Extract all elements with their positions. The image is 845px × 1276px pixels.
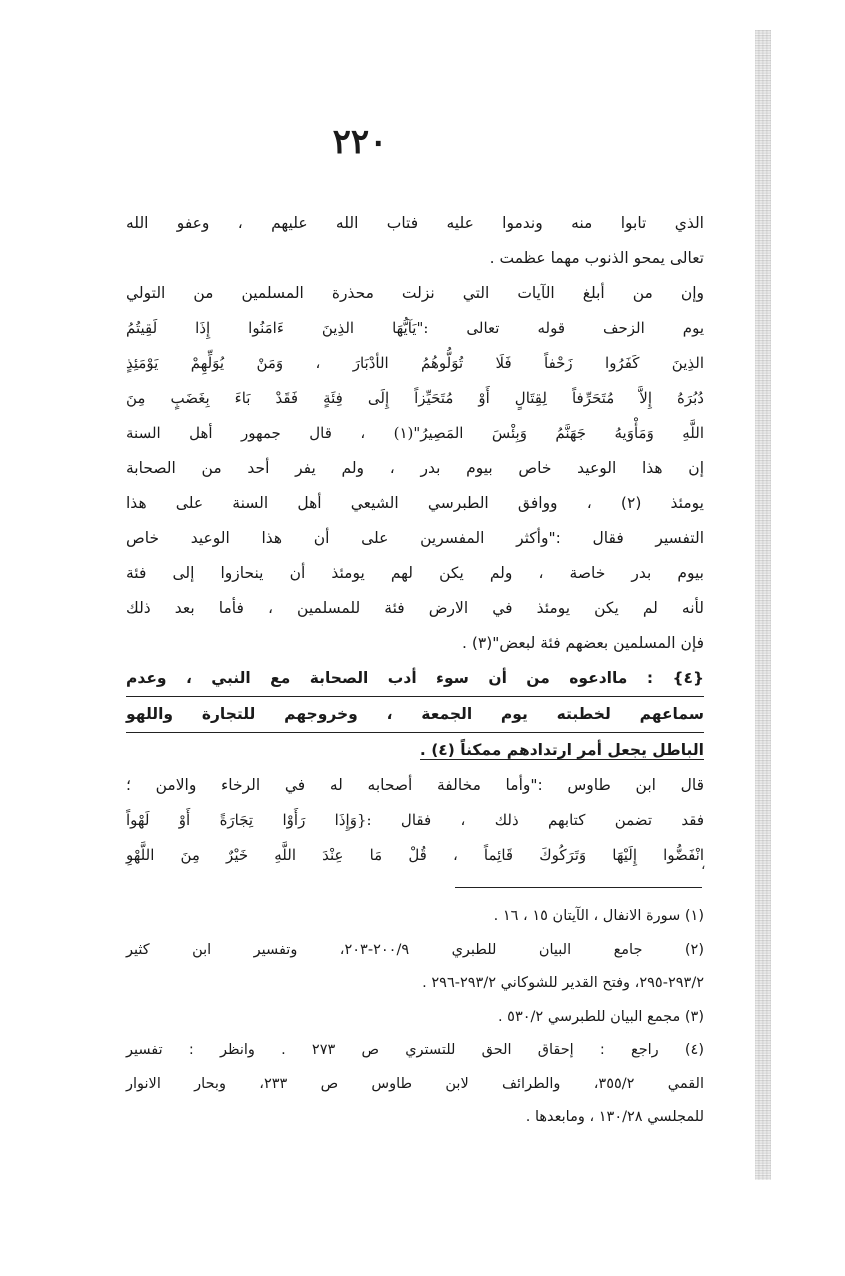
- body-line: التفسير فقال :"وأكثر المفسرين على أن هذا الوعيد خاص: [126, 529, 704, 547]
- body-line: فإن المسلمين بعضهم فئة لبعض"(٣) .: [462, 634, 704, 652]
- footnote-line: (٤) راجع : إحقاق الحق للتستري ص ٢٧٣ . وانظر : تفسير: [126, 1042, 705, 1058]
- trailing-mark: ،: [701, 857, 706, 873]
- body-line: لأنه لم يكن يومئذ في الارض فئة للمسلمين ، فأما بعد ذلك: [126, 599, 704, 617]
- quran-verse-line: دُبُرَهُ إِلاَّ مُتَحَرِّفاً لِقِتَالٍ أَوْ مُتَحَيِّزاً إِلَى فِئَةٍ فَقَدْ بَاءَ بِغَضَبٍ مِنَ: [126, 389, 704, 407]
- body-line: إن هذا الوعيد خاص بيوم بدر ، ولم يفر أحد من الصحابة: [126, 459, 704, 477]
- body-line: قال ابن طاوس :"وأما مخالفة أصحابه له في الرخاء والامن ؛: [126, 776, 704, 794]
- main-body-text: [126, 206, 704, 873]
- quran-verse-line: يوم الزحف قوله تعالى :"يَآيُّهَا الذِينَ ءَامَنُوا إِذَا لَقِيتُمُ: [126, 319, 704, 337]
- footnote-line: (٢) جامع البيان للطبري ٢٠٠/٩-٢٠٣، وتفسير ابن كثير: [126, 941, 705, 958]
- body-line: يومئذ (٢) ، ووافق الطبرسي الشيعي أهل السنة على هذا: [126, 494, 704, 512]
- quran-verse-line: الذِينَ كَفَرُوا زَحْفاً فَلَا تُوَلُّوهُمُ الأدْبَارَ ، وَمَنْ يُوَلِّهِمْ يَوْمَئِذٍ: [126, 354, 704, 372]
- body-line: بيوم بدر خاصة ، ولم يكن لهم يومئذ أن ينحازوا إلى فئة: [126, 564, 704, 582]
- body-line: وإن من أبلغ الآيات التي نزلت محذرة المسلمين من التولي: [126, 284, 704, 302]
- quran-verse-line: انْفَضُّوا إِلَيْهَا وَتَرَكُوكَ قَائِماً ، قُلْ مَا عِنْدَ اللَّهِ خَيْرٌ مِنَ اللَّهْوِ: [126, 846, 704, 864]
- body-line: الذي تابوا منه وندموا عليه فتاب الله عليهم ، وعفو الله: [126, 214, 704, 232]
- footnote-line: (٣) مجمع البيان للطبرسي ٥٣٠/٢ .: [497, 1008, 704, 1025]
- section-heading-line: {٤} : ماادعوه من أن سوء أدب الصحابة مع النبي ، وعدم: [126, 661, 704, 697]
- section-heading-line: [126, 733, 704, 768]
- body-line: تعالى يمحو الذنوب مهما عظمت .: [489, 249, 704, 267]
- scanned-page-edge: [755, 30, 771, 1180]
- footnote-separator: [455, 887, 702, 888]
- quran-verse-line: اللَّهِ وَمَأْوَيهُ جَهَنَّمُ وَبِئْسَ المَصِيرُ"(١) ، قال جمهور أهل السنة: [126, 424, 704, 442]
- page-number: ٢٢٠: [332, 122, 388, 162]
- footnote-line: للمجلسي ١٣٠/٢٨ ، ومابعدها .: [525, 1109, 704, 1125]
- footnote-line: القمي ٣٥٥/٢، والطرائف لابن طاوس ص ٢٣٣، وبحار الانوار: [126, 1075, 704, 1092]
- section-heading-line: سماعهم لخطبته يوم الجمعة ، وخروجهم للتجارة واللهو: [126, 697, 704, 733]
- footnote-line: (١) سورة الانفال ، الآيتان ١٥ ، ١٦ .: [493, 908, 704, 924]
- quran-verse-line: فقد تضمن كتابهم ذلك ، فقال :{وَإِذَا رَأَوْا تِجَارَةً أَوْ لَهْواً: [126, 811, 704, 829]
- footnote-line: ٢٩٣/٢-٢٩٥، وفتح القدير للشوكاني ٢٩٣/٢-٢٩٦ .: [422, 975, 704, 991]
- section-heading-end: الباطل يجعل أمر ارتدادهم ممكناً (٤) .: [419, 741, 704, 759]
- footnotes: [126, 900, 704, 1135]
